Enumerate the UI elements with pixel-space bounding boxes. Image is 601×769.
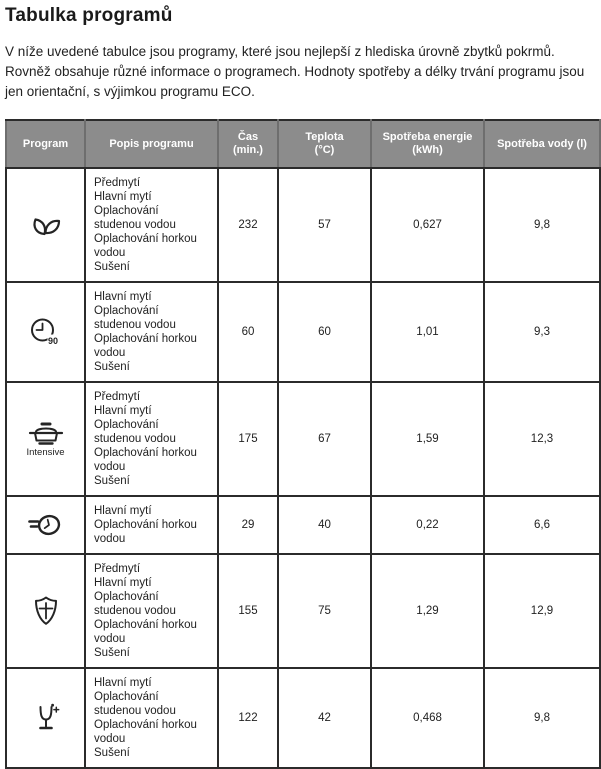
temperature-value: 40	[278, 496, 371, 554]
program-cell	[6, 382, 85, 496]
time-value: 232	[218, 168, 278, 282]
program-phases	[85, 668, 218, 768]
water-value: 12,9	[484, 554, 600, 668]
program-phases	[85, 554, 218, 668]
temperature-value: 67	[278, 382, 371, 496]
program-cell	[6, 554, 85, 668]
program-phases	[85, 382, 218, 496]
time-value: 60	[218, 282, 278, 382]
phase: Hlavní mytí	[94, 291, 152, 303]
col-header-label: Program	[22, 137, 69, 150]
hygiene-shield-icon	[30, 595, 62, 627]
energy-value: 0,627	[371, 168, 484, 282]
col-header-unit: (°C)	[314, 144, 335, 156]
energy-value: 1,29	[371, 554, 484, 668]
table-header-row	[6, 120, 600, 168]
water-value: 9,8	[484, 668, 600, 768]
glass-care-icon	[30, 702, 62, 734]
time-value: 155	[218, 554, 278, 668]
table-row	[6, 496, 600, 554]
clock-90-icon	[29, 316, 63, 348]
program-phases	[85, 168, 218, 282]
phase: Oplachování horkou vodou	[94, 519, 197, 545]
phase: Oplachování horkou vodou	[94, 619, 197, 645]
table-row	[6, 668, 600, 768]
col-header-water	[484, 120, 600, 168]
program-phases	[85, 496, 218, 554]
program-label: Intensive	[26, 446, 65, 458]
program-table	[5, 119, 601, 769]
eco-leaves-icon	[29, 210, 63, 240]
temperature-value: 75	[278, 554, 371, 668]
table-row	[6, 554, 600, 668]
phase: Oplachování studenou vodou	[94, 691, 176, 717]
phase: Hlavní mytí	[94, 505, 152, 517]
phase: Oplachování horkou vodou	[94, 719, 197, 745]
col-header-energy	[371, 120, 484, 168]
col-header-description	[85, 120, 218, 168]
phase: Hlavní mytí	[94, 677, 152, 689]
phase: Sušení	[94, 475, 130, 487]
phase: Oplachování horkou vodou	[94, 447, 197, 473]
phase: Oplachování studenou vodou	[94, 205, 176, 231]
phase: Oplachování studenou vodou	[94, 419, 176, 445]
water-value: 12,3	[484, 382, 600, 496]
col-header-label: Spotřeba vody (l)	[497, 137, 587, 150]
phase: Sušení	[94, 361, 130, 373]
phase: Hlavní mytí	[94, 191, 152, 203]
intro-paragraph: V níže uvedené tabulce jsou programy, které jsou nejlepší z hlediska úrovně zbytků pokrmů. Rovněž obsahuje různé informace o programech. Hodnoty spotřeby a délky trvání programu jsou jen orientační, s výjimkou programu ECO.	[5, 44, 585, 99]
phase: Oplachování studenou vodou	[94, 305, 176, 331]
col-header-label: Čas	[237, 131, 259, 143]
phase: Hlavní mytí	[94, 577, 152, 589]
temperature-value: 57	[278, 168, 371, 282]
col-header-unit: (kWh)	[412, 144, 443, 156]
svg-text:90: 90	[47, 336, 58, 346]
time-value: 175	[218, 382, 278, 496]
phase: Oplachování horkou vodou	[94, 233, 197, 259]
program-cell	[6, 282, 85, 382]
table-row	[6, 282, 600, 382]
col-header-time	[218, 120, 278, 168]
time-value: 122	[218, 668, 278, 768]
water-value: 9,8	[484, 168, 600, 282]
phase: Sušení	[94, 647, 130, 659]
program-cell	[6, 168, 85, 282]
program-phases	[85, 282, 218, 382]
water-value: 9,3	[484, 282, 600, 382]
col-header-unit: (min.)	[233, 144, 263, 156]
temperature-value: 60	[278, 282, 371, 382]
phase: Předmytí	[94, 391, 141, 403]
program-cell	[6, 668, 85, 768]
phase: Sušení	[94, 747, 130, 759]
energy-value: 0,468	[371, 668, 484, 768]
col-header-program	[6, 120, 85, 168]
time-value: 29	[218, 496, 278, 554]
energy-value: 1,59	[371, 382, 484, 496]
phase: Sušení	[94, 261, 130, 273]
table-row	[6, 168, 600, 282]
phase: Předmytí	[94, 177, 141, 189]
program-cell	[6, 496, 85, 554]
phase: Předmytí	[94, 563, 141, 575]
phase: Oplachování horkou vodou	[94, 333, 197, 359]
table-row	[6, 382, 600, 496]
temperature-value: 42	[278, 668, 371, 768]
phase: Hlavní mytí	[94, 405, 152, 417]
energy-value: 0,22	[371, 496, 484, 554]
water-value: 6,6	[484, 496, 600, 554]
col-header-temperature	[278, 120, 371, 168]
quick-clock-icon	[27, 510, 65, 540]
phase: Oplachování studenou vodou	[94, 591, 176, 617]
page-title: Tabulka programů	[5, 5, 173, 26]
col-header-label: Teplota	[305, 131, 344, 143]
intensive-pot-icon	[26, 421, 66, 447]
col-header-label: Popis programu	[109, 137, 194, 150]
col-header-label: Spotřeba energie	[382, 131, 473, 143]
energy-value: 1,01	[371, 282, 484, 382]
